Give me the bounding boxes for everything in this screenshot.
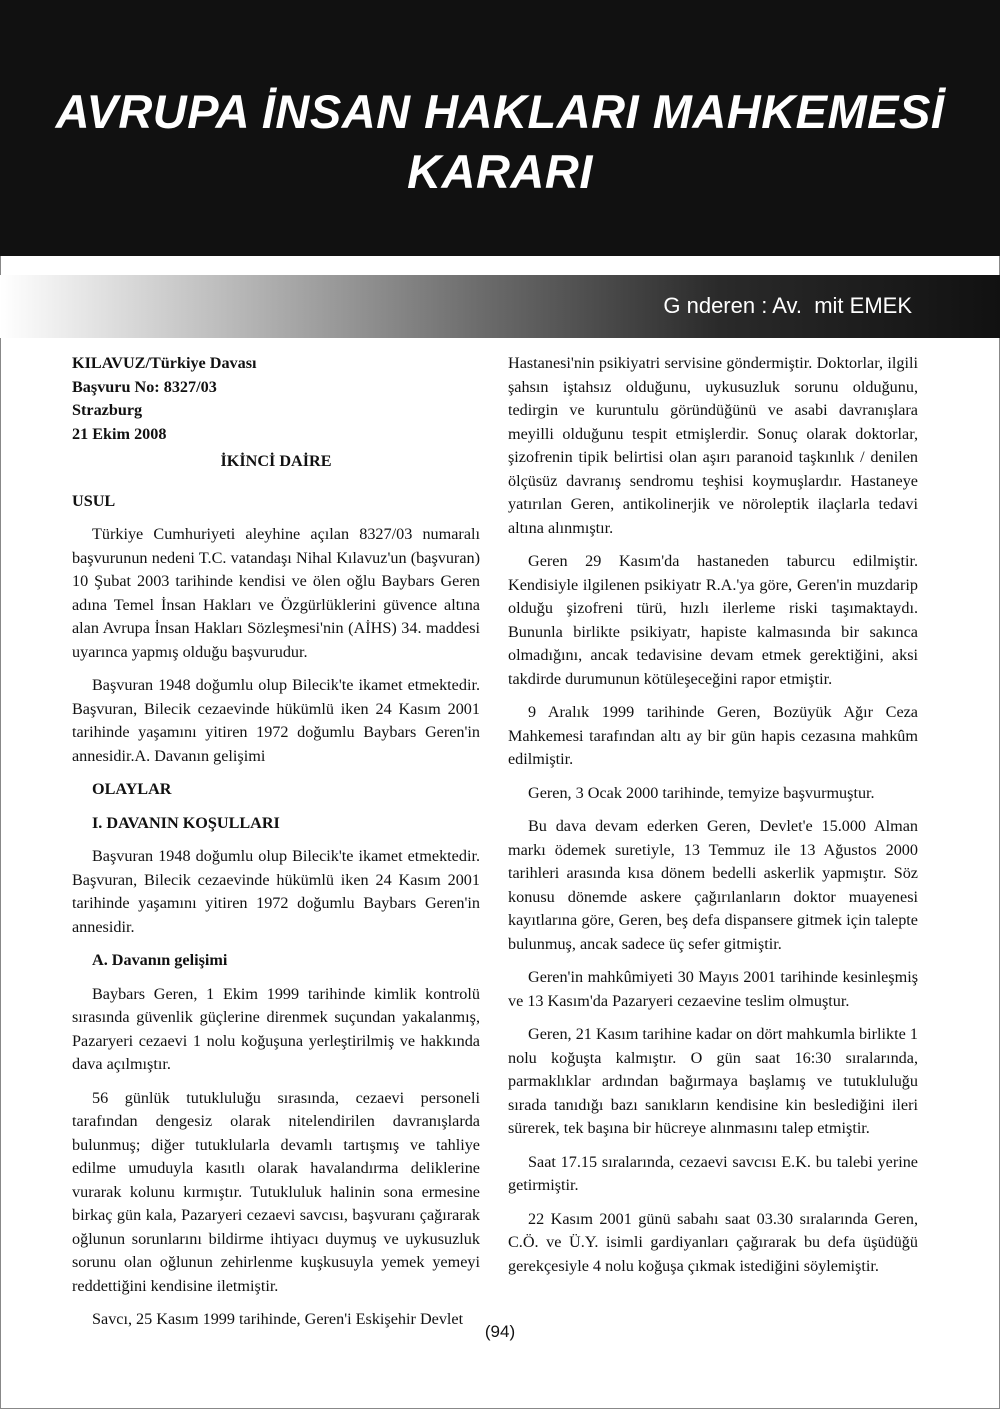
section-heading: A. Davanın gelişimi: [92, 951, 228, 969]
body-paragraph: Geren, 21 Kasım tarihine kadar on dört mahkumla birlikte 1 nolu koğuşta kalmıştır. O gün saat 16:30 sıralarında, parmaklıklar ardından bağırmaya başlamış ve tutukluluğu sırada tanıdığı bazı sanıkların kendisine kin beslediğini ileri sürerek, tek başına bir hücreye alınmasını talep etmiştir.: [508, 1025, 918, 1137]
case-date: 21 Ekim 2008: [72, 424, 167, 443]
body-paragraph: Geren'in mahkûmiyeti 30 Mayıs 2001 tarihinde kesinleşmiş ve 13 Kasım'da Pazaryeri cezaevine teslim olmuştur.: [508, 968, 918, 1010]
case-name: KILAVUZ/Türkiye Davası: [72, 354, 257, 372]
body-paragraph: Savcı, 25 Kasım 1999 tarihinde, Geren'i Eskişehir Devlet: [92, 1310, 464, 1328]
body-paragraph: 56 günlük tutukluluğu sırasında, cezaevi personeli tarafından dengesiz olarak nitelendirilen davranışlarda bulunmuş; diğer tutuklularla devamlı tartışmış ve tahliye edilme umuduyla kasıtlı olarak havalandırma deliklerine vurarak kolunu kırmıştır. Tutukluluk halinin sona ermesine birkaç gün kala, Pazaryeri cezaevi savcısı, başvuranı çağırarak oğlunun sorunlarını bildirme ihtiyacı duymuş ve uykusuzluk sorunu olan oğlunun zehirlenme kuşkusuyla yemek yemeyi reddettiğini kendisine iletmiştir.: [72, 1088, 480, 1295]
body-paragraph: Türkiye Cumhuriyeti aleyhine açılan 8327/03 numaralı başvurunun nedeni T.C. vatandaşı Nihal Kılavuz'un (başvuran) 10 Şubat 2003 tarihinde kendisi ve ölen oğlu Baybars Geren adına Temel İnsan Hakları ve Özgürlüklerini güvence altına alan Avrupa İnsan Hakları Sözleşmesi'nin (AİHS) 34. maddesi uyarınca yapmış olduğu başvurudur.: [72, 525, 480, 661]
body-paragraph: Başvuran 1948 doğumlu olup Bilecik'te ikamet etmektedir. Başvuran, Bilecik cezaevinde hükümlü iken 24 Kasım 2001 tarihinde yaşamını yitiren 1972 doğumlu Baybars Geren'in annesidir.: [72, 847, 480, 936]
application-number: Başvuru No: 8327/03: [72, 377, 217, 396]
body-paragraph: 9 Aralık 1999 tarihinde Geren, Bozüyük Ağır Ceza Mahkemesi tarafından altı ay bir gün hapis cezasına mahkûm edilmiştir.: [508, 703, 918, 768]
page-title: [0, 82, 1000, 202]
section-heading: OLAYLAR: [92, 780, 172, 798]
section-heading: USUL: [72, 491, 116, 510]
title-line-2: KARARI: [407, 145, 593, 198]
body-paragraph: Bu dava devam ederken Geren, Devlet'e 15.000 Alman markı ödemek suretiyle, 13 Temmuz ile 13 Ağustos 2000 tarihleri arasında kısa dönem bedelli askerlik yapmıştır. Söz konusu dönemde askere çağırılanların doktor muayenesi kayıtlarına göre, Geren, beş defa dispansere gitmek için talepte bulunmuş, ancak sadece üç sefer gitmiştir.: [508, 817, 918, 953]
chamber-heading: İKİNCİ DAİRE: [220, 452, 332, 470]
right-column: [508, 352, 918, 1288]
section-heading: I. DAVANIN KOŞULLARI: [92, 813, 280, 832]
body-paragraph: Saat 17.15 sıralarında, cezaevi savcısı E.K. bu talebi yerine getirmiştir.: [508, 1152, 918, 1194]
page-number: (94): [484, 1322, 516, 1341]
body-paragraph: 22 Kasım 2001 günü sabahı saat 03.30 sıralarında Geren, C.Ö. ve Ü.Y. isimli gardiyanları çağırarak bu defa üşüdüğü gerekçesiyle 4 nolu koğuşa çıkmak istediğini söylemiştir.: [508, 1209, 918, 1275]
left-column: [72, 352, 480, 1342]
left-text-flow: [72, 490, 480, 1332]
title-line-1: AVRUPA İNSAN HAKLARI MAHKEMESİ: [55, 85, 945, 138]
body-paragraph: Başvuran 1948 doğumlu olup Bilecik'te ikamet etmektedir. Başvuran, Bilecik cezaevinde hükümlü iken 24 Kasım 2001 tarihinde yaşamını yitiren 1972 doğumlu Baybars Geren'in annesidir.A. Davanın gelişimi: [72, 676, 480, 765]
body-paragraph: Baybars Geren, 1 Ekim 1999 tarihinde kimlik kontrolü sırasında güvenlik güçlerine direnmek suçundan yakalanmış, Pazaryeri cezaevi 1 nolu koğuşuna yerleştirilmiş ve hakkında dava açılmıştır.: [72, 984, 480, 1073]
case-place: Strazburg: [72, 401, 143, 419]
header-banner: [0, 0, 1000, 256]
body-paragraph: Geren, 3 Ocak 2000 tarihinde, temyize başvurmuştur.: [528, 783, 875, 802]
body-paragraph: Hastanesi'nin psikiyatri servisine göndermiştir. Doktorlar, ilgili şahsın iştahsız olduğunu, uykusuzluk sorunu olduğunu, tedirgin ve kuruntulu göründüğünü ve asabi davranışlara meyilli olduğunu tespit etmişlerdir. Sonuç olarak doktorlar, şizofrenin tipik belirtisi olan aşırı paranoid taşkınlık / denilen ölçüsüz davranış sendromu teşhisi koymuşlardır. Hastaneye yatırılan Geren, antikolinerjik ve nöroleptik ilaçlarla tedavi altına alınmıştır.: [508, 354, 918, 537]
right-text-flow: [508, 352, 918, 1278]
sender-text: G nderen : Av. mit EMEK: [663, 293, 912, 318]
body-paragraph: Geren 29 Kasım'da hastaneden taburcu edilmiştir. Kendisiyle ilgilenen psikiyatr R.A.'ya göre, Geren'in muzdarip olduğu şizofreni türü, hızlı ilerleme riski taşımaktaydı. Bununla birlikte psikiyatr, hapiste kalmasında bir sakınca olmadığını, ancak tedavisine devam etmek gerektiğini, aksi takdirde durumunun kötüleşeceğini rapor etmiştir.: [508, 552, 918, 688]
